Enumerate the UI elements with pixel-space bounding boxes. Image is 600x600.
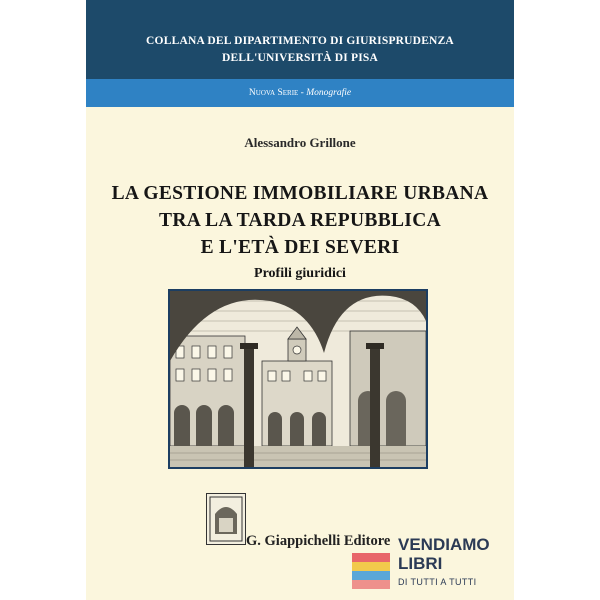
series-title-line2: DELL'UNIVERSITÀ DI PISA (221, 52, 379, 64)
author-name: Alessandro Grillone (244, 135, 356, 150)
series-bar (86, 79, 514, 107)
series-bar-sub: Monografie (306, 88, 352, 98)
watermark (352, 533, 502, 593)
publisher-name: G. Giappichelli Editore (246, 533, 391, 549)
book-cover (86, 0, 514, 600)
series-bar-separator: - (298, 88, 307, 98)
watermark-line2: LIBRI (398, 554, 443, 573)
book-title-line1: LA GESTIONE IMMOBILIARE URBANA (111, 183, 489, 204)
watermark-tagline: DI TUTTI A TUTTI (398, 577, 477, 587)
book-title-line2: TRA LA TARDA REPUBBLICA (159, 210, 441, 231)
book-subtitle: Profili giuridici (254, 266, 346, 281)
watermark-line1: VENDIAMO (398, 535, 490, 554)
series-header (86, 0, 514, 79)
cloister-engraving (168, 289, 428, 469)
striped-flag-icon (352, 553, 390, 591)
watermark-text (398, 535, 490, 573)
book-title-line3: E L'ETÀ DEI SEVERI (200, 237, 400, 258)
publisher-logo-icon (206, 493, 246, 545)
series-bar-main: Nuova Serie (248, 88, 299, 98)
series-title-line1: COLLANA DEL DIPARTIMENTO DI GIURISPRUDENZA (146, 35, 454, 47)
